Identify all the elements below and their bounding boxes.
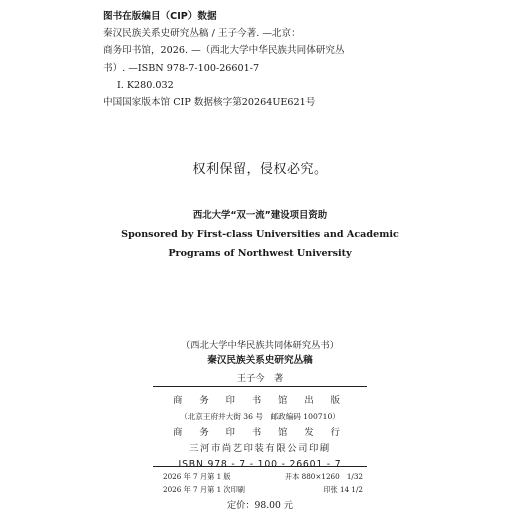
publisher-address: （北京王府井大街 36 号 邮政编码 100710） bbox=[180, 412, 340, 421]
sheets-info: 印张 14 1/2 bbox=[323, 485, 363, 494]
cip-line-classification: Ⅰ. K280.032 bbox=[117, 79, 174, 91]
printer-line: 三河市尚艺印装有限公司印刷 bbox=[189, 443, 331, 454]
rights-reserved-notice: 权利保留，侵权必究。 bbox=[192, 162, 328, 177]
cip-line-title: 秦汉民族关系史研究丛稿 / 王子今著. —北京： bbox=[103, 28, 301, 40]
colophon-isbn: ISBN 978 - 7 - 100 - 26601 - 7 bbox=[178, 459, 342, 470]
edition-info: 2026 年 7 月第 1 版 bbox=[163, 472, 231, 481]
cip-line-isbn: 书）. —ISBN 978-7-100-26601-7 bbox=[103, 62, 260, 74]
publisher-line: 商 务 印 书 馆 出 版 bbox=[173, 395, 347, 406]
printing-info: 2026 年 7 月第 1 次印刷 bbox=[163, 485, 245, 494]
format-info: 开本 880×1260 1/32 bbox=[284, 472, 363, 481]
cip-line-publisher: 商务印书馆，2026. —（西北大学中华民族共同体研究丛 bbox=[103, 45, 345, 57]
cip-data-block bbox=[103, 8, 393, 111]
edition-details bbox=[163, 470, 363, 496]
price-label: 定价：98.00 元 bbox=[227, 500, 293, 511]
colophon-bottom-rule bbox=[153, 466, 367, 467]
publication-block bbox=[153, 393, 367, 473]
colophon-top-rule bbox=[153, 386, 367, 387]
sponsorship-block bbox=[0, 206, 520, 263]
distributor-line: 商 务 印 书 馆 发 行 bbox=[173, 427, 347, 438]
series-name: （西北大学中华民族共同体研究丛书） bbox=[180, 340, 340, 351]
sponsorship-english-line-1: Sponsored by First-class Universities and Academic bbox=[121, 229, 399, 240]
cip-line-record-number: 中国国家版本馆 CIP 数据核字第20264UE621号 bbox=[103, 97, 316, 109]
sponsorship-english-line-2: Programs of Northwest University bbox=[168, 248, 352, 259]
book-title: 秦汉民族关系史研究丛稿 bbox=[207, 355, 313, 366]
book-author: 王子今 著 bbox=[236, 373, 284, 384]
sponsorship-chinese: 西北大学“双一流”建设项目资助 bbox=[192, 210, 328, 221]
cip-heading: 图书在版编目（CIP）数据 bbox=[103, 11, 217, 22]
